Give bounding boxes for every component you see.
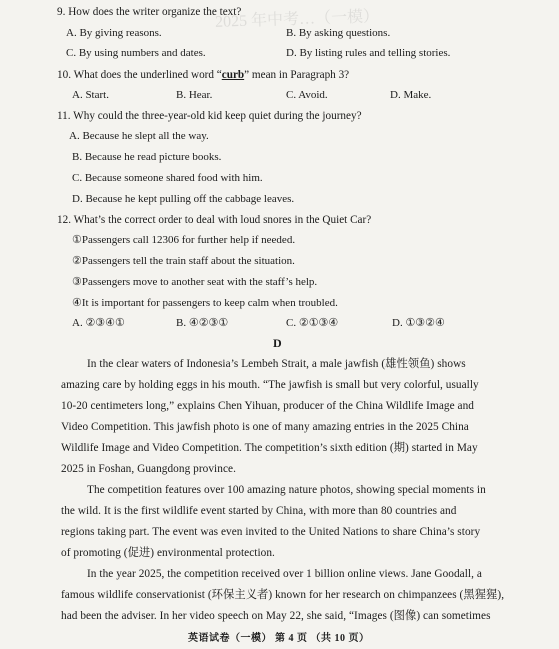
section-letter: D: [273, 336, 282, 350]
question-11-stem: 11. Why could the three-year-old kid keep quiet during the journey?: [57, 110, 362, 122]
q12-statement-1: ①Passengers call 12306 for further help if needed.: [72, 234, 296, 246]
passage-line-9: regions taking part. The event was even invited to the United Nations to share China’s story: [61, 526, 481, 538]
passage-line-3: 10-20 centimeters long,” explains Chen Yihuan, producer of the China Wildlife Image and: [61, 400, 474, 412]
q12-option-d: D. ①③②④: [392, 317, 445, 329]
passage-line-2: amazing care by holding eggs in his mouth. “The jawfish is small but very colorful, usually: [61, 379, 479, 391]
question-12-stem: 12. What’s the correct order to deal with loud snores in the Quiet Car?: [57, 214, 372, 226]
q12-statement-4: ④It is important for passengers to keep calm when troubled.: [72, 297, 338, 309]
passage-line-7: The competition features over 100 amazing nature photos, showing special moments in: [87, 484, 486, 496]
q9-option-b: B. By asking questions.: [286, 27, 391, 39]
q10-stem-post: ” mean in Paragraph 3?: [244, 69, 350, 81]
q10-option-c: C. Avoid.: [286, 89, 328, 101]
q10-option-a: A. Start.: [72, 89, 109, 101]
q12-option-a: A. ②③④①: [72, 317, 125, 329]
q10-option-b: B. Hear.: [176, 89, 213, 101]
q9-option-d: D. By listing rules and telling stories.: [286, 47, 451, 59]
q10-stem-pre: 10. What does the underlined word “: [57, 69, 222, 81]
q11-option-a: A. Because he slept all the way.: [69, 130, 209, 142]
q10-underlined-word: curb: [221, 69, 245, 81]
q12-option-c: C. ②①③④: [286, 317, 339, 329]
bleed-through-mark: 2025 年中考…（一模）: [214, 8, 380, 31]
q10-option-d: D. Make.: [390, 89, 432, 101]
q12-statement-3: ③Passengers move to another seat with the staff’s help.: [72, 276, 318, 288]
passage-line-6: 2025 in Foshan, Guangdong province.: [61, 463, 236, 475]
passage-line-4: Video Competition. This jawfish photo is one of many amazing entries in the 2025 China: [61, 421, 469, 433]
passage-line-11: In the year 2025, the competition received over 1 billion online views. Jane Goodall, a: [87, 568, 482, 580]
page-footer: 英语试卷（一模） 第 4 页 （共 10 页）: [188, 633, 370, 644]
q11-option-d: D. Because he kept pulling off the cabbage leaves.: [72, 193, 295, 205]
passage-line-1: In the clear waters of Indonesia’s Lembeh Strait, a male jawfish (雄性领鱼) shows: [87, 358, 466, 370]
q12-option-b: B. ④②③①: [176, 317, 229, 329]
passage-line-5: Wildlife Image and Video Competition. The competition’s sixth edition (期) started in May: [61, 442, 478, 454]
q9-option-a: A. By giving reasons.: [66, 27, 162, 39]
q12-statement-2: ②Passengers tell the train staff about the situation.: [72, 255, 295, 267]
passage-line-12: famous wildlife conservationist (环保主义者) known for her research on chimpanzees (黑猩猩),: [61, 589, 505, 601]
passage-line-8: the wild. It is the first wildlife event started by China, with more than 80 countries and: [61, 505, 457, 517]
q11-option-c: C. Because someone shared food with him.: [72, 172, 263, 184]
q11-option-b: B. Because he read picture books.: [72, 151, 222, 163]
passage-line-10: of promoting (促进) environmental protection.: [61, 547, 275, 559]
question-10-stem: [57, 68, 349, 82]
question-9-stem: 9. How does the writer organize the text?: [57, 6, 242, 18]
passage-line-13: had been the adviser. In her video speech on May 22, she said, “Images (图像) can sometimes: [61, 610, 491, 622]
q9-option-c: C. By using numbers and dates.: [66, 47, 206, 59]
